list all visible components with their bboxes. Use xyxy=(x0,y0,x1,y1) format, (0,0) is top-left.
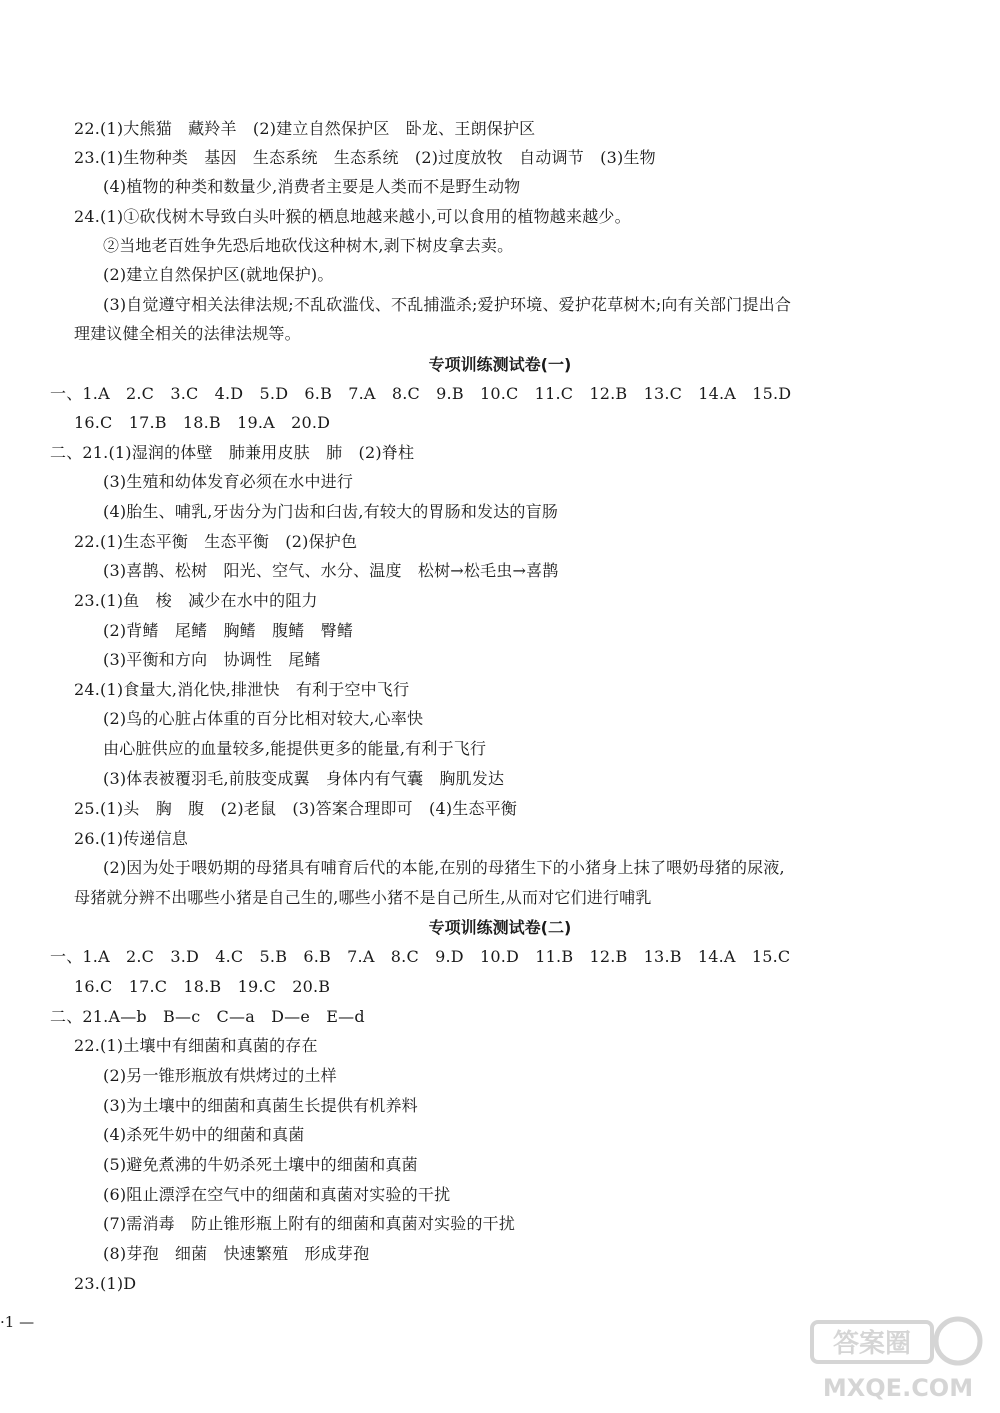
answer-line: (6)阻止漂浮在空气中的细菌和真菌对实验的干扰 xyxy=(103,1185,451,1204)
answer-line: 26.(1)传递信息 xyxy=(74,829,189,848)
section-title: 专项训练测试卷(一) xyxy=(428,355,572,374)
answer-line: (2)鸟的心脏占体重的百分比相对较大,心率快 xyxy=(103,709,424,728)
answer-line: 16.C 17.C 18.B 19.C 20.B xyxy=(74,977,331,996)
answer-line: 16.C 17.B 18.B 19.A 20.D xyxy=(74,413,331,432)
answer-line: 22.(1)大熊猫 藏羚羊 (2)建立自然保护区 卧龙、王朗保护区 xyxy=(74,119,536,138)
watermark-cn-text: 答案圈 xyxy=(832,1329,912,1359)
answer-line: 23.(1)生物种类 基因 生态系统 生态系统 (2)过度放牧 自动调节 (3)生物 xyxy=(74,148,656,167)
answer-line: (5)避免煮沸的牛奶杀死土壤中的细菌和真菌 xyxy=(103,1155,418,1174)
answer-line: (4)植物的种类和数量少,消费者主要是人类而不是野生动物 xyxy=(103,177,521,196)
answer-line: (3)生殖和幼体发育必须在水中进行 xyxy=(103,472,354,491)
answer-line: 22.(1)土壤中有细菌和真菌的存在 xyxy=(74,1036,318,1055)
watermark-logo xyxy=(808,1306,988,1406)
section-title: 专项训练测试卷(二) xyxy=(428,918,572,937)
answer-line: (4)杀死牛奶中的细菌和真菌 xyxy=(103,1125,305,1144)
answer-line: (3)为土壤中的细菌和真菌生长提供有机养料 xyxy=(103,1096,418,1115)
answer-line: (2)另一锥形瓶放有烘烤过的土样 xyxy=(103,1066,337,1085)
answer-line: 由心脏供应的血量较多,能提供更多的能量,有利于飞行 xyxy=(103,739,487,758)
answer-line: 23.(1)D xyxy=(74,1274,137,1293)
answer-line: 23.(1)鱼 梭 减少在水中的阻力 xyxy=(74,591,318,610)
answer-line: (3)平衡和方向 协调性 尾鳍 xyxy=(103,650,321,669)
answer-line: 22.(1)生态平衡 生态平衡 (2)保护色 xyxy=(74,532,358,551)
answer-line: (2)背鳍 尾鳍 胸鳍 腹鳍 臀鳍 xyxy=(103,621,354,640)
watermark-en-text: MXQE.COM xyxy=(822,1374,974,1402)
answer-line: (8)芽孢 细菌 快速繁殖 形成芽孢 xyxy=(103,1244,370,1263)
answer-line: (3)喜鹊、松树 阳光、空气、水分、温度 松树→松毛虫→喜鹊 xyxy=(103,561,559,580)
page-number: ·1 — xyxy=(0,1313,35,1331)
answer-line: (7)需消毒 防止锥形瓶上附有的细菌和真菌对实验的干扰 xyxy=(103,1214,516,1233)
answer-line: (3)自觉遵守相关法律法规;不乱砍滥伐、不乱捕滥杀;爱护环境、爱护花草树木;向有关部门提出合 xyxy=(103,295,792,314)
answer-line: 母猪就分辨不出哪些小猪是自己生的,哪些小猪不是自己所生,从而对它们进行哺乳 xyxy=(74,888,652,907)
answer-line: ②当地老百姓争先恐后地砍伐这种树木,剥下树皮拿去卖。 xyxy=(103,236,514,255)
answer-line: (4)胎生、哺乳,牙齿分为门齿和臼齿,有较大的胃肠和发达的盲肠 xyxy=(103,502,559,521)
answer-line: (3)体表被覆羽毛,前肢变成翼 身体内有气囊 胸肌发达 xyxy=(103,769,505,788)
answer-line: (2)因为处于喂奶期的母猪具有哺育后代的本能,在别的母猪生下的小猪身上抹了喂奶母猪的尿液, xyxy=(103,858,785,877)
answer-line: 一、1.A 2.C 3.D 4.C 5.B 6.B 7.A 8.C 9.D 10.D 11.B 12.B 13.B 14.A 15.C xyxy=(50,947,791,966)
answer-line: 25.(1)头 胸 腹 (2)老鼠 (3)答案合理即可 (4)生态平衡 xyxy=(74,799,518,818)
answer-line: (2)建立自然保护区(就地保护)。 xyxy=(103,265,334,284)
answer-line: 理建议健全相关的法律法规等。 xyxy=(74,324,301,343)
answer-line: 一、1.A 2.C 3.C 4.D 5.D 6.B 7.A 8.C 9.B 10.C 11.C 12.B 13.C 14.A 15.D xyxy=(50,384,792,403)
answer-line: 二、21.(1)湿润的体壁 肺兼用皮肤 肺 (2)脊柱 xyxy=(50,443,415,462)
answer-line: 24.(1)①砍伐树木导致白头叶猴的栖息地越来越小,可以食用的植物越来越少。 xyxy=(74,207,631,226)
answer-line: 24.(1)食量大,消化快,排泄快 有利于空中飞行 xyxy=(74,680,410,699)
answer-line: 二、21.A—b B—c C—a D—e E—d xyxy=(50,1007,365,1026)
